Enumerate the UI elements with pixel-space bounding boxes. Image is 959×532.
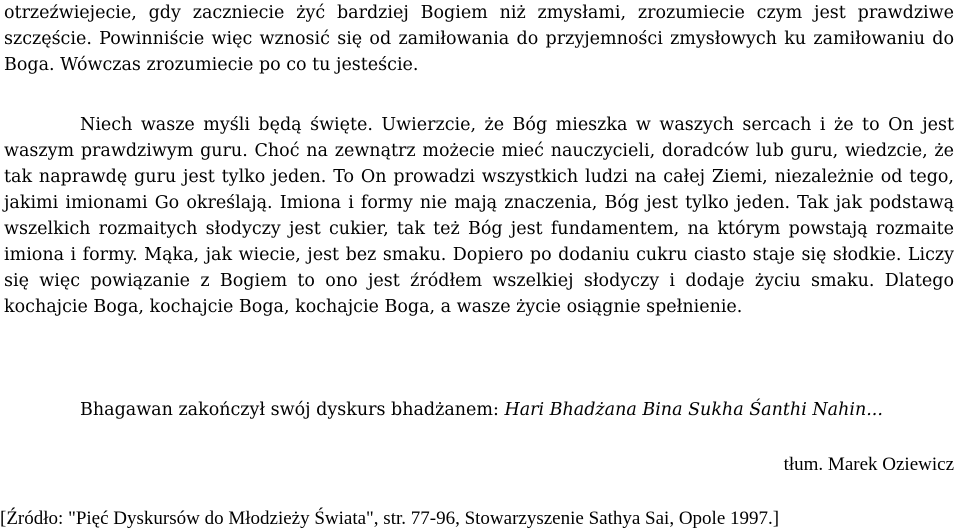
source-citation: [Źródło: "Pięć Dyskursów do Młodzieży Świata", str. 77-96, Stowarzyszenie Sathya Sai, Opole 1997.] xyxy=(0,508,780,529)
closing-text: Bhagawan zakończył swój dyskurs bhadżanem: xyxy=(80,400,505,420)
paragraph-2 xyxy=(4,112,954,320)
closing-mantra: Hari Bhadżana Bina Sukha Śanthi Nahin... xyxy=(504,400,883,420)
closing-line xyxy=(80,397,940,423)
paragraph-2-text: Niech wasze myśli będą święte. Uwierzcie, że Bóg mieszka w waszych sercach i że to On jest waszym prawdziwym guru. Choć na zewnątrz możecie mieć nauczycieli, doradców lub guru, wiedzcie, że tak naprawdę guru jest tylko jeden. To On prowadzi wszystkich ludzi na całej Ziemi, niezależnie od tego, jakimi imionami Go określają. Imiona i formy nie mają znaczenia, Bóg jest tylko jeden. Tak jak podstawą wszelkich rozmaitych słodyczy jest cukier, tak też Bóg jest fundamentem, na którym powstają rozmaite imiona i formy. Mąka, jak wiecie, jest bez smaku. Dopiero po dodaniu cukru ciasto staje się słodkie. Liczy się więc powiązanie z Bogiem to ono jest źródłem wszelkiej słodyczy i dodaje życiu smaku. Dlatego kochajcie Boga, kochajcie Boga, kochajcie Boga, a wasze życie osiągnie spełnienie. xyxy=(4,115,954,317)
translator-credit: tłum. Marek Oziewicz xyxy=(783,454,954,475)
paragraph-1: otrzeźwiejecie, gdy zaczniecie żyć bardziej Bogiem niż zmysłami, zrozumiecie czym jest prawdziwe szczęście. Powinniście więc wznosić się od zamiłowania do przyjemności zmysłowych ku zamiłowaniu do Boga. Wówczas zrozumiecie po co tu jesteście. xyxy=(4,3,954,75)
